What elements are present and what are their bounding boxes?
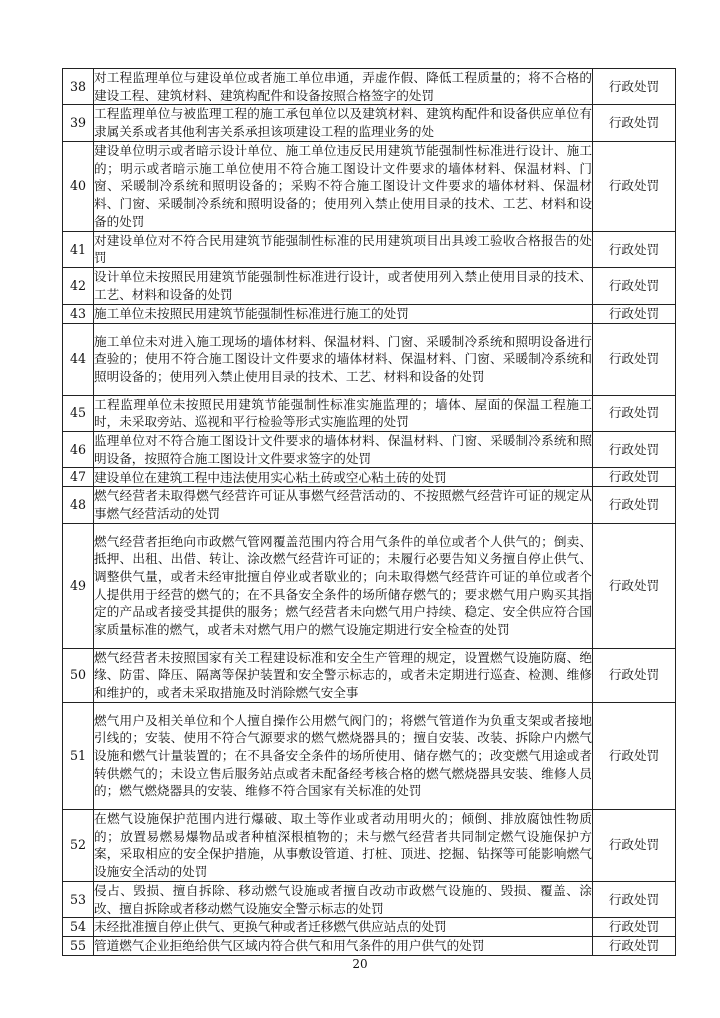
item-description-cell bbox=[94, 702, 593, 809]
item-category: 行政处罚 bbox=[593, 395, 676, 431]
item-category: 行政处罚 bbox=[593, 69, 676, 105]
table-row bbox=[63, 881, 676, 917]
item-number: 51 bbox=[63, 702, 94, 809]
item-category: 行政处罚 bbox=[593, 918, 676, 937]
table-row bbox=[63, 323, 676, 395]
item-description: 监理单位对不符合施工图设计文件要求的墙体材料、保温材料、门窗、采暖制冷系统和照明设备，按照符合施工图设计文件要求签字的处罚 bbox=[94, 432, 592, 466]
item-category: 行政处罚 bbox=[593, 937, 676, 956]
item-description-cell bbox=[94, 268, 593, 304]
item-description: 对建设单位对不符合民用建筑节能强制性标准的民用建筑项目出具竣工验收合格报告的处罚 bbox=[94, 232, 592, 266]
item-description-cell bbox=[94, 431, 593, 467]
item-description-cell bbox=[94, 648, 593, 702]
item-category: 行政处罚 bbox=[593, 487, 676, 523]
item-number: 46 bbox=[63, 431, 94, 467]
item-description-cell bbox=[94, 937, 593, 956]
table-row bbox=[63, 231, 676, 267]
item-category: 行政处罚 bbox=[593, 523, 676, 648]
table-row bbox=[63, 937, 676, 956]
item-description: 燃气用户及相关单位和个人擅自操作公用燃气阀门的；将燃气管道作为负重支架或者接地引线的；安装、使用不符合气源要求的燃气燃烧器具的；擅自安装、改装、拆除户内燃气设施和燃气计量装置的；在不具备安全条件的场所使用、储存燃气的；改变燃气用途或者转供燃气的；未设立售后服务站点或者未配备经考核合格的燃气燃烧器具安装、维修人员的；燃气燃烧器具的安装、维修不符合国家有关标准的处罚 bbox=[94, 712, 592, 799]
item-number: 45 bbox=[63, 395, 94, 431]
item-category: 行政处罚 bbox=[593, 304, 676, 323]
item-number: 38 bbox=[63, 69, 94, 105]
item-category: 行政处罚 bbox=[593, 323, 676, 395]
item-category: 行政处罚 bbox=[593, 881, 676, 917]
table-row bbox=[63, 702, 676, 809]
table-row bbox=[63, 105, 676, 141]
item-number: 43 bbox=[63, 304, 94, 323]
item-category: 行政处罚 bbox=[593, 231, 676, 267]
table-row bbox=[63, 141, 676, 231]
item-description: 工程监理单位未按照民用建筑节能强制性标准实施监理的；墙体、屋面的保温工程施工时，未采取旁站、巡视和平行检验等形式实施监理的处罚 bbox=[94, 396, 592, 430]
item-description: 对工程监理单位与建设单位或者施工单位串通，弄虚作假、降低工程质量的；将不合格的建设工程、建筑材料、建筑构配件和设备按照合格签字的处罚 bbox=[94, 70, 592, 103]
item-category: 行政处罚 bbox=[593, 468, 676, 487]
item-category: 行政处罚 bbox=[593, 702, 676, 809]
item-description-cell bbox=[94, 141, 593, 231]
item-number: 54 bbox=[63, 918, 94, 937]
item-description: 管道燃气企业拒绝给供气区域内符合供气和用气条件的用户供气的处罚 bbox=[94, 938, 485, 954]
item-description-cell bbox=[94, 523, 593, 648]
item-description: 工程监理单位与被监理工程的施工承包单位以及建筑材料、建筑构配件和设备供应单位有隶属关系或者其他利害关系承担该项建设工程的监理业务的处 bbox=[94, 106, 592, 140]
item-description-cell bbox=[94, 304, 593, 323]
item-description: 建设单位在建筑工程中违法使用实心粘土砖或空心粘土砖的处罚 bbox=[94, 469, 447, 485]
table-row bbox=[63, 487, 676, 523]
item-number: 55 bbox=[63, 937, 94, 956]
item-description: 在燃气设施保护范围内进行爆破、取土等作业或者动用明火的；倾倒、排放腐蚀性物质的；放置易燃易爆物品或者种植深根植物的；未与燃气经营者共同制定燃气设施保护方案，采取相应的安全保护措施，从事敷设管道、打桩、顶进、挖掘、钻探等可能影响燃气设施安全活动的处罚 bbox=[94, 810, 592, 880]
item-category: 行政处罚 bbox=[593, 648, 676, 702]
table-row bbox=[63, 523, 676, 648]
item-description: 建设单位明示或者暗示设计单位、施工单位违反民用建筑节能强制性标准进行设计、施工的；明示或者暗示施工单位使用不符合施工图设计文件要求的墙体材料、保温材料、门窗、采暖制冷系统和照明设备的；采购不符合施工图设计文件要求的墙体材料、保温材料、门窗、采暖制冷系统和照明设备的；使用列入禁止使用目录的技术、工艺、材料和设备的处罚 bbox=[94, 143, 592, 229]
item-description-cell bbox=[94, 809, 593, 881]
item-number: 52 bbox=[63, 809, 94, 881]
item-number: 49 bbox=[63, 523, 94, 648]
table-row bbox=[63, 468, 676, 487]
penalty-items-table bbox=[62, 68, 676, 956]
item-description-cell bbox=[94, 323, 593, 395]
item-number: 53 bbox=[63, 881, 94, 917]
item-number: 42 bbox=[63, 268, 94, 304]
table-row bbox=[63, 395, 676, 431]
item-description: 施工单位未按照民用建筑节能强制性标准进行施工的处罚 bbox=[94, 305, 409, 321]
item-description-cell bbox=[94, 881, 593, 917]
item-description: 燃气经营者拒绝向市政燃气管网覆盖范围内符合用气条件的单位或者个人供气的；倒卖、抵押、出租、出借、转让、涂改燃气经营许可证的；未履行必要告知义务擅自停止供气、调整供气量，或者未经审批擅自停业或者歇业的；向未取得燃气经营许可证的单位或者个人提供用于经营的燃气的；在不具备安全条件的场所储存燃气的；要求燃气用户购买其指定的产品或者接受其提供的服务；燃气经营者未向燃气用户持续、稳定、安全供应符合国家质量标准的燃气，或者未对燃气用户的燃气设施定期进行安全检查的处罚 bbox=[94, 533, 592, 638]
item-description: 施工单位未对进入施工现场的墙体材料、保温材料、门窗、采暖制冷系统和照明设备进行查验的；使用不符合施工图设计文件要求的墙体材料、保温材料、门窗、采暖制冷系统和照明设备的；使用列入禁止使用目录的技术、工艺、材料和设备的处罚 bbox=[94, 333, 592, 384]
table-row bbox=[63, 431, 676, 467]
item-category: 行政处罚 bbox=[593, 431, 676, 467]
item-description-cell bbox=[94, 487, 593, 523]
item-category: 行政处罚 bbox=[593, 141, 676, 231]
item-number: 50 bbox=[63, 648, 94, 702]
item-category: 行政处罚 bbox=[593, 809, 676, 881]
item-description: 未经批准擅自停止供气、更换气种或者迁移燃气供应站点的处罚 bbox=[94, 919, 447, 935]
table-row bbox=[63, 304, 676, 323]
page-number: 20 bbox=[352, 957, 368, 971]
item-description-cell bbox=[94, 231, 593, 267]
item-number: 41 bbox=[63, 231, 94, 267]
table-row bbox=[63, 648, 676, 702]
item-category: 行政处罚 bbox=[593, 105, 676, 141]
item-number: 44 bbox=[63, 323, 94, 395]
item-description: 燃气经营者未按照国家有关工程建设标准和安全生产管理的规定，设置燃气设施防腐、绝缘、防雷、降压、隔离等保护装置和安全警示标志的，或者未定期进行巡查、检测、维修和维护的，或者未采取措施及时消除燃气安全事 bbox=[94, 649, 592, 701]
item-description-cell bbox=[94, 69, 593, 105]
item-description: 侵占、毁损、擅自拆除、移动燃气设施或者擅自改动市政燃气设施的、毁损、覆盖、涂改、擅自拆除或者移动燃气设施安全警示标志的处罚 bbox=[94, 882, 592, 916]
item-description: 设计单位未按照民用建筑节能强制性标准进行设计，或者使用列入禁止使用目录的技术、工艺、材料和设备的处罚 bbox=[94, 269, 592, 302]
item-number: 47 bbox=[63, 468, 94, 487]
item-description-cell bbox=[94, 918, 593, 937]
item-category: 行政处罚 bbox=[593, 268, 676, 304]
table-row bbox=[63, 918, 676, 937]
table-row bbox=[63, 268, 676, 304]
item-number: 39 bbox=[63, 105, 94, 141]
table-body bbox=[63, 69, 676, 956]
item-description-cell bbox=[94, 395, 593, 431]
item-number: 40 bbox=[63, 141, 94, 231]
table-row bbox=[63, 809, 676, 881]
item-description-cell bbox=[94, 468, 593, 487]
item-description: 燃气经营者未取得燃气经营许可证从事燃气经营活动的、不按照燃气经营许可证的规定从事燃气经营活动的处罚 bbox=[94, 488, 592, 522]
item-number: 48 bbox=[63, 487, 94, 523]
item-description-cell bbox=[94, 105, 593, 141]
table-row bbox=[63, 69, 676, 105]
